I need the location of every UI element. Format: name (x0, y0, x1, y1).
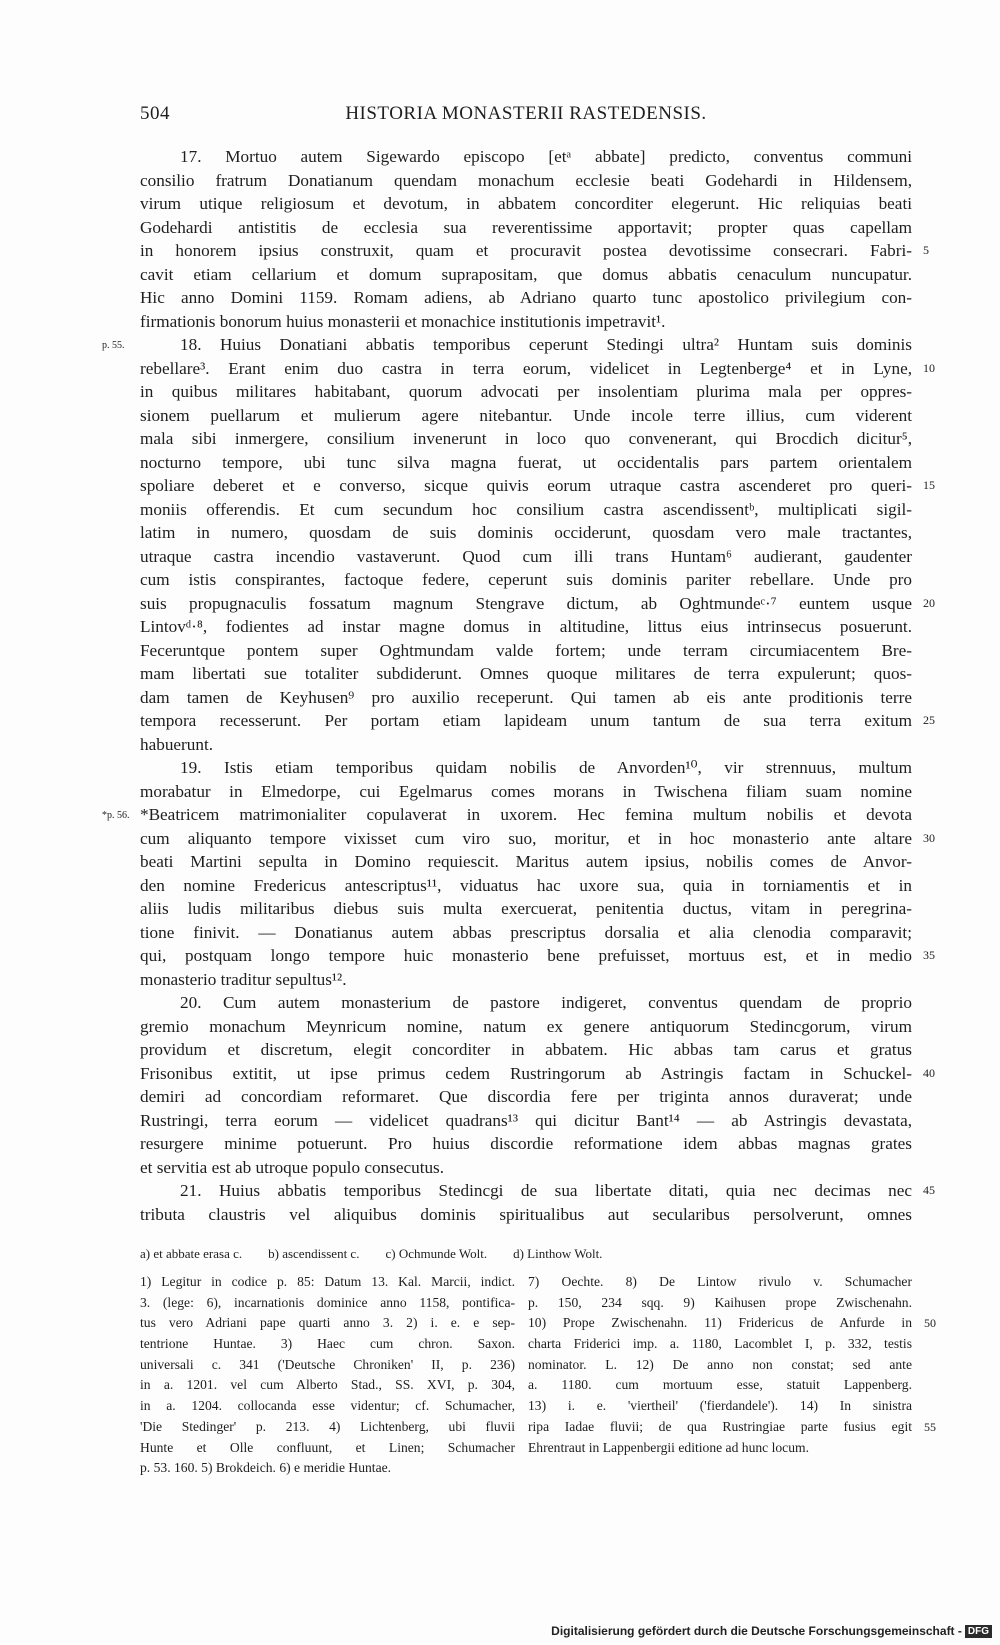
line-text: rebellare³. Erant enim duo castra in terra eorum, videlicet in Legtenberge⁴ et in Lyne, (140, 358, 912, 378)
text-line (140, 545, 912, 569)
line-text: qui, postquam longo tempore huic monasterio bene prefuisset, mortuus est, et in medio (140, 946, 912, 965)
line-text: 21. Huius abbatis temporibus Stedincgi de sua libertate ditati, quia nec decimas nec (180, 1181, 912, 1200)
footnote-line (528, 1293, 912, 1314)
footnote-line: universali c. 341 ('Deutsche Chroniken' II, p. 236) (140, 1356, 515, 1372)
line-number: 45 (923, 1183, 935, 1197)
footnote-text: 7) Oechte. 8) De Lintow rivulo v. Schumacher (528, 1274, 912, 1289)
line-text: tempora recesserunt. Per portam etiam lapideam unum tantum de sua terra exitum (140, 711, 912, 730)
text-line (140, 380, 912, 404)
text-line (140, 169, 912, 193)
text-line (140, 521, 912, 545)
text-line (140, 404, 912, 428)
line-text: providum et discretum, elegit concorditer in abbatem. Hic abbas tam carus et gratus (140, 1040, 912, 1059)
text-line (140, 733, 912, 757)
footnote-line (528, 1375, 912, 1396)
margin-page-mark: p. 55. (102, 340, 125, 351)
text-line (140, 357, 935, 381)
line-text: morabatur in Elmedorpe, cui Egelmarus comes morans in Twischena filiam suam nomine (140, 781, 912, 801)
line-number: 15 (923, 478, 935, 492)
line-text: habuerunt. (140, 734, 214, 754)
line-text: spoliare deberet et e converso, sicque quivis eorum utraque castra ascenderet pro queri- (140, 476, 912, 495)
text-line (140, 1085, 912, 1109)
text-line (140, 216, 912, 240)
text-line (140, 1062, 935, 1086)
line-text: firmationis bonorum huius monasterii et monachice institutionis impetravit¹. (140, 311, 666, 331)
line-number: 35 (923, 948, 935, 962)
line-text: mala sibi inmergere, consilium invenerunt in loco quo convenerant, qui Brocdich dicitur⁵, (140, 429, 912, 448)
text-line (140, 1179, 935, 1203)
line-text: mam libertati sue totaliter subdiderunt. Omnes quoque militares de terra expulerunt; quos- (140, 664, 912, 683)
text-line (102, 803, 912, 827)
text-line (140, 827, 935, 851)
line-text: Frisonibus extitit, ut ipse primus cedem Rustringorum ab Astringis factam in Schuckel- (140, 1063, 912, 1083)
footnote-text: 10) Prope Zwischenahn. 11) Fridericus de Anfurde in (528, 1315, 912, 1331)
text-line (140, 921, 912, 945)
text-line (140, 239, 929, 263)
line-text: cum aliquanto tempore vixisset cum viro suo, moritur, et in hoc monasterio ante altare (140, 828, 912, 848)
digitization-credit (551, 1624, 992, 1638)
footnote-line: Hunte et Olle confluunt, et Linen; Schumacher (140, 1439, 515, 1455)
text-line (140, 427, 912, 451)
line-text: tione finivit. — Donatianus autem abbas prescriptus dorsalia et alia clenodia comparavit; (140, 922, 912, 942)
text-line (140, 756, 912, 780)
line-text: beati Martini sepulta in Domino requiescit. Maritus autem ipsius, nobilis comes de Anvor- (140, 852, 912, 871)
text-line (140, 1156, 912, 1180)
line-text: cum istis conspirantes, factoque federe, ceperunt suis dominis pariter rebellare. Unde pro (140, 570, 912, 589)
footnote-line (528, 1272, 912, 1293)
text-line (140, 568, 912, 592)
text-line (140, 451, 912, 475)
text-line (140, 474, 935, 498)
text-line (140, 1109, 912, 1133)
line-text: suis propugnaculis fossatum magnum Stengrave dictum, ab Oghtmundeᶜ·⁷ euntem usque (140, 593, 912, 613)
line-number: 50 (924, 1316, 936, 1331)
footnote-text: ripa Iadae fluvii; de qua Rustringiae parte fusius egit (528, 1418, 912, 1434)
footnotes-right-column (528, 1272, 936, 1458)
main-text (102, 145, 935, 1226)
line-text: Hic anno Domini 1159. Romam adiens, ab Adriano quarto tunc apostolico privilegium con- (140, 288, 912, 307)
line-text: virum utique religiosum et devotum, in abbatem concorditer elegerunt. Hic reliquias beati (140, 194, 912, 213)
text-line (140, 874, 912, 898)
line-text: den nomine Fredericus antescriptus¹¹, viduatus hac uxore sua, quia in torniamentis et in (140, 875, 912, 895)
footnote-line: in a. 1204. collocanda esse videntur; cf. Schumacher, (140, 1398, 515, 1414)
line-text: 19. Istis etiam temporibus quidam nobilis de Anvorden¹⁰, vir strennuus, multum (180, 758, 912, 777)
footnote-line (528, 1396, 912, 1417)
line-text: Feceruntque pontem super Oghtmundam valde fortem; unde terram circumiacentem Bre- (140, 640, 912, 660)
footnote-line (528, 1313, 936, 1334)
footnote-line: p. 53. 160. 5) Brokdeich. 6) e meridie Huntae. (140, 1460, 392, 1476)
text-line (140, 991, 912, 1015)
line-text: resurgere minime potuerunt. Pro huius discordie reformatione idem abbas magnas grates (140, 1134, 912, 1153)
text-line (140, 615, 912, 639)
critical-note: c) Ochmunde Wolt. (385, 1246, 488, 1261)
line-text: gremio monachum Meynricum nomine, natum ex genere antiquorum Stedincgorum, virum (140, 1016, 912, 1036)
footnote-line (528, 1355, 912, 1376)
text-line (140, 639, 912, 663)
footnote-text: Ehrentraut in Lappenbergii editione ad hunc locum. (528, 1439, 809, 1455)
line-text: cavit etiam cellarium et domum suprapositam, que domus abbatis cenaculum nuncupatur. (140, 264, 912, 284)
line-text: demiri ad concordiam reformaret. Que discordia fere per triginta annos duraverat; unde (140, 1087, 912, 1106)
text-line (140, 944, 935, 968)
line-text: Lintovᵈ·⁸, fodientes ad instar magne domus in altitudine, littus eius intrinsecus posuerunt. (140, 617, 912, 636)
footnote-line: 'Die Stedinger' p. 213. 4) Lichtenberg, ubi fluvii (140, 1418, 515, 1434)
line-text: tributa claustris vel aliquibus dominis spiritualibus aut secularibus persolverunt, omnes (140, 1204, 912, 1224)
footnote-text: 13) i. e. 'viertheil' ('fierdandele'). 14) In sinistra (528, 1398, 912, 1414)
text-line (140, 897, 912, 921)
footnote-text: p. 150, 234 sqq. 9) Kaihusen prope Zwischenahn. (528, 1294, 912, 1310)
line-text: monasterio traditur sepultus¹². (140, 969, 347, 989)
text-line (140, 498, 912, 522)
text-line (140, 263, 912, 287)
footnote-line (528, 1334, 912, 1355)
line-text: *Beatricem matrimonialiter copulaverat in uxorem. Hec femina multum nobilis et devota (140, 805, 912, 824)
line-text: 17. Mortuo autem Sigewardo episcopo [etᵃ abbate] predicto, conventus communi (180, 147, 912, 166)
line-text: 20. Cum autem monasterium de pastore indigeret, conventus quendam de proprio (180, 993, 912, 1012)
critical-note: b) ascendissent c. (268, 1246, 360, 1261)
line-text: utraque castra incendio vastaverunt. Quod cum illi trans Huntam⁶ audierant, gaudenter (140, 546, 912, 566)
text-line (140, 310, 912, 334)
footnote-line: tus vero Adriani pape quarti anno 3. 2) i. e. e sep- (140, 1315, 515, 1331)
line-text: moniis offerendis. Et cum secundum hoc consilium castra ascendissentᵇ, multiplicati sigil- (140, 499, 912, 519)
line-text: 18. Huius Donatiani abbatis temporibus ceperunt Stedingi ultra² Huntam suis dominis (180, 335, 912, 354)
text-line (140, 709, 935, 733)
line-number: 25 (923, 713, 935, 727)
text-line (140, 780, 912, 804)
footnote-text: a. 1180. cum mortuum esse, statuit Lappenberg. (528, 1377, 912, 1393)
text-line (140, 286, 912, 310)
line-text: in honorem ipsius construxit, quam et procuravit postea devotissime consecrari. Fabri- (140, 241, 912, 260)
line-number: 40 (923, 1065, 935, 1080)
line-text: in quibus militares habitabant, quorum advocati per insolentiam plurima mala per oppres- (140, 382, 912, 401)
line-text: dam tamen de Keyhusen⁹ pro auxilio receperunt. Qui tamen ab eis ante proditionis terre (140, 687, 912, 707)
footnote-text: charta Friderici imp. a. 1180, Lacomblet I, p. 332, testis (528, 1336, 912, 1352)
critical-note: d) Linthow Wolt. (513, 1246, 603, 1261)
footnote-text: nominator. L. 12) De anno non constat; sed ante (528, 1356, 912, 1372)
footnote-line (528, 1438, 912, 1459)
text-line (140, 968, 912, 992)
text-line (140, 1203, 912, 1227)
footnotes-left-column (140, 1272, 515, 1479)
credit-text: Digitalisierung gefördert durch die Deutsche Forschungsgemeinschaft - (551, 1624, 962, 1638)
line-text: et servitia est ab utroque populo consecutus. (140, 1157, 445, 1177)
text-line (140, 686, 912, 710)
text-line (140, 1038, 912, 1062)
line-text: Rustringi, terra eorum — videlicet quadrans¹³ qui dicitur Bant¹⁴ — ab Astringis devastata, (140, 1110, 912, 1130)
line-text: consilio fratrum Donatianum quendam monachum ecclesie beati Godehardi in Hildensem, (140, 170, 912, 190)
text-line (140, 592, 935, 616)
text-line (140, 850, 912, 874)
footnote-line: in a. 1201. vel cum Alberto Stad., SS. XVI, p. 304, (140, 1377, 515, 1393)
footnote-line: 1) Legitur in codice p. 85: Datum 13. Kal. Marcii, indict. (140, 1274, 515, 1289)
line-number: 5 (923, 243, 929, 257)
line-number: 10 (923, 360, 935, 375)
text-line (140, 145, 912, 169)
dfg-logo: DFG (965, 1625, 992, 1638)
line-text: nocturno tempore, ubi tunc silva magna fuerat, ut occidentalis pars partem orientalem (140, 452, 912, 472)
critical-apparatus (140, 1246, 912, 1262)
line-text: sionem puellarum et mulierum agere nitebantur. Unde incole terre illius, cum viderent (140, 405, 912, 425)
line-text: Godehardi antistitis de ecclesia sua reverentissime apportavit; propter quas capellam (140, 217, 912, 237)
footnote-line: 3. (lege: 6), incarnationis dominice anno 1158, pontifica- (140, 1294, 515, 1310)
text-line (140, 192, 912, 216)
line-text: latim in numero, quosdam de suis dominis occiderunt, quosdam vero male tractantes, (140, 523, 912, 542)
text-line (140, 1132, 912, 1156)
text-line (140, 662, 912, 686)
critical-note: a) et abbate erasa c. (140, 1246, 243, 1261)
line-number: 20 (923, 595, 935, 610)
footnote-line: tentrione Huntae. 3) Haec cum chron. Saxon. (140, 1336, 515, 1352)
line-number: 55 (924, 1419, 936, 1434)
footnote-line (528, 1417, 936, 1438)
text-line (102, 333, 912, 357)
running-title: HISTORIA MONASTERII RASTEDENSIS. (345, 103, 707, 124)
text-line (140, 1015, 912, 1039)
line-number: 30 (923, 830, 935, 845)
line-text: aliis ludis militaribus diebus suis multa exercuerat, penitentia ductus, vitam in peregrina- (140, 899, 912, 918)
page-number: 504 (140, 103, 170, 124)
margin-page-mark: *p. 56. (102, 810, 130, 821)
